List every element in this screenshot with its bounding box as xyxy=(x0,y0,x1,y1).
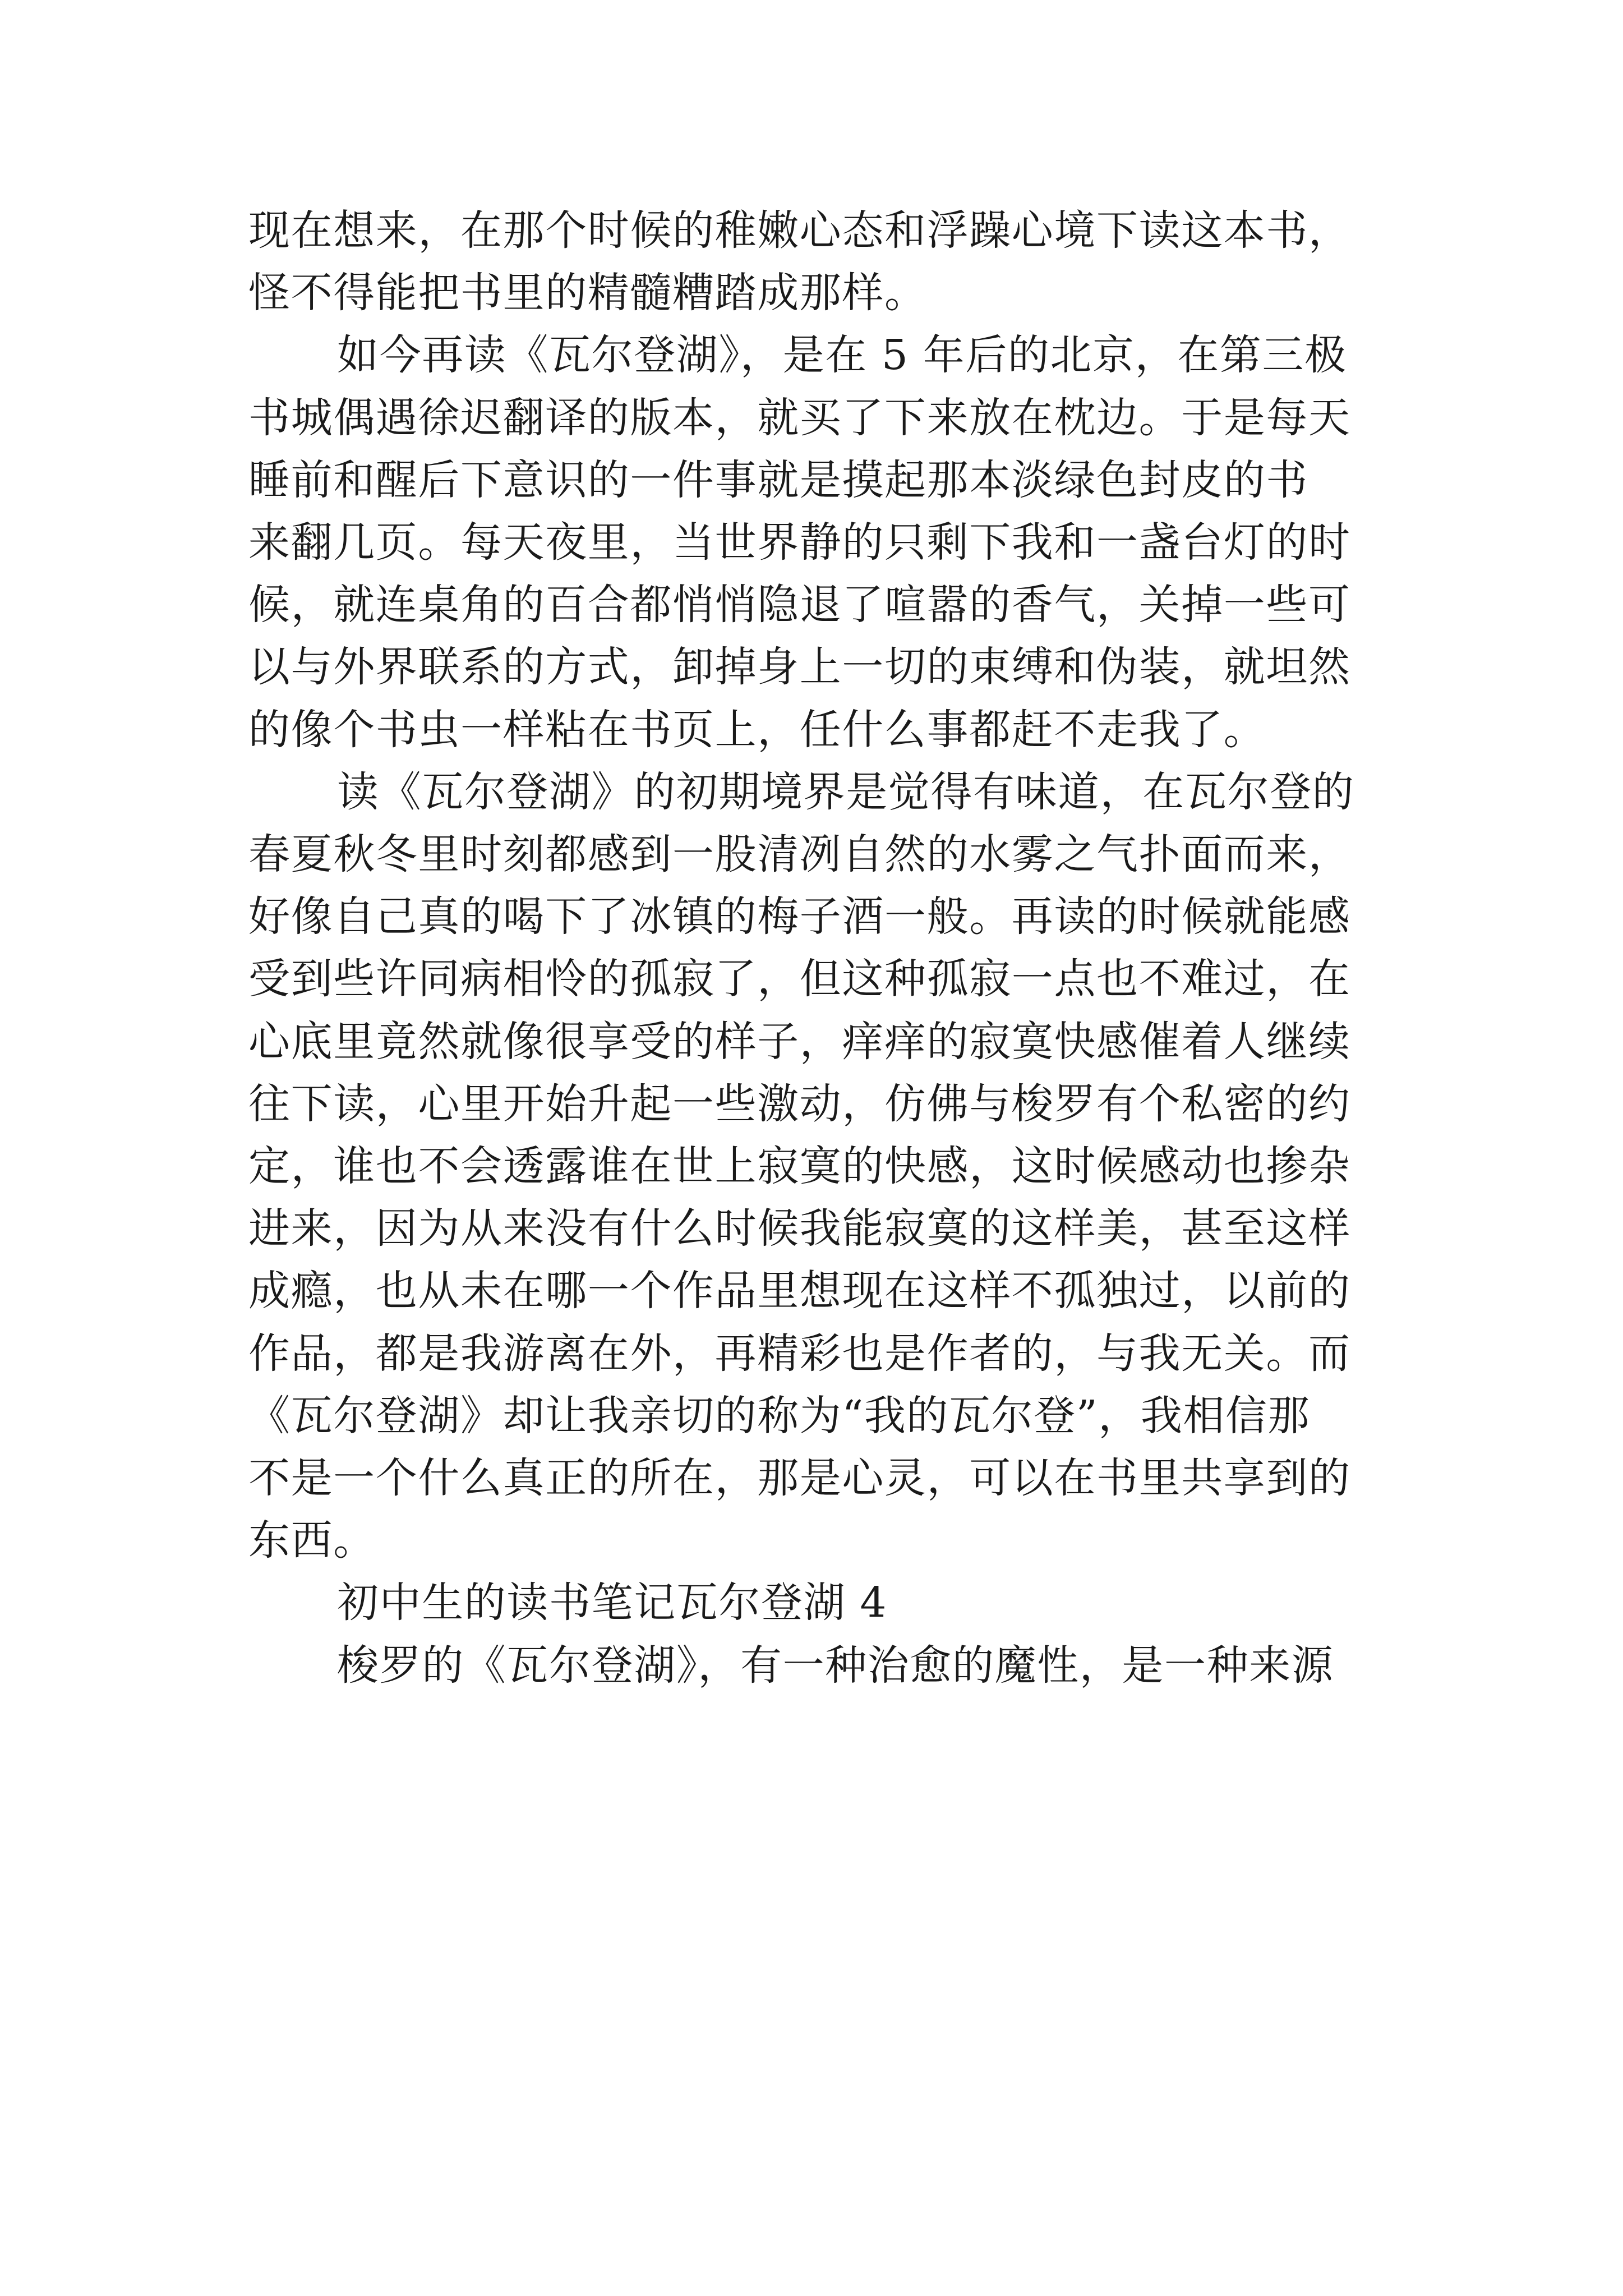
text-line: 进来，因为从来没有什么时候我能寂寞的这样美，甚至这样 xyxy=(248,1204,1351,1253)
text-line: 东西。 xyxy=(248,1516,376,1565)
text-line: 来翻几页。每天夜里，当世界静的只剩下我和一盏台灯的时 xyxy=(248,518,1351,567)
text-line: 作品，都是我游离在外，再精彩也是作者的，与我无关。而 xyxy=(248,1329,1351,1378)
text-line: 现在想来，在那个时候的稚嫩心态和浮躁心境下读这本书， xyxy=(248,206,1351,255)
text-line: 成瘾，也从未在哪一个作品里想现在这样不孤独过，以前的 xyxy=(248,1267,1351,1315)
heading-text: 初中生的读书笔记瓦尔登湖 4 xyxy=(337,1579,888,1627)
text-line: 书城偶遇徐迟翻译的版本，就买了下来放在枕边。于是每天 xyxy=(248,393,1351,442)
text-line: 的像个书虫一样粘在书页上，任什么事都赶不走我了。 xyxy=(248,705,1266,754)
text-line: 读《瓦尔登湖》的初期境界是觉得有味道，在瓦尔登的 xyxy=(337,767,1355,816)
text-line: 好像自己真的喝下了冰镇的梅子酒一般。再读的时候就能感 xyxy=(248,892,1351,941)
paragraph-2 xyxy=(248,324,1376,761)
document-body xyxy=(248,200,1376,1697)
text-line: 往下读，心里开始升起一些激动，仿佛与梭罗有个私密的约 xyxy=(248,1079,1351,1128)
text-line: 定，谁也不会透露谁在世上寂寞的快感，这时候感动也掺杂 xyxy=(248,1142,1351,1191)
text-line: 候，就连桌角的百合都悄悄隐退了喧嚣的香气，关掉一些可 xyxy=(248,581,1351,629)
text-line: 梭罗的《瓦尔登湖》，有一种治愈的魔性，是一种来源 xyxy=(337,1641,1334,1690)
text-line: 《瓦尔登湖》却让我亲切的称为“我的瓦尔登”，我相信那 xyxy=(248,1391,1311,1440)
text-line: 心底里竟然就像很享受的样子，痒痒的寂寞快感催着人继续 xyxy=(248,1017,1351,1066)
text-line: 以与外界联系的方式，卸掉身上一切的束缚和伪装，就坦然 xyxy=(248,643,1351,692)
text-line: 春夏秋冬里时刻都感到一股清冽自然的水雾之气扑面而来， xyxy=(248,830,1351,879)
text-line: 怪不得能把书里的精髓糟踏成那样。 xyxy=(248,269,927,318)
paragraph-3 xyxy=(248,761,1376,1572)
text-line: 如今再读《瓦尔登湖》，是在 5 年后的北京，在第三极 xyxy=(337,331,1347,380)
paragraph-1 xyxy=(248,200,1376,324)
text-line: 不是一个什么真正的所在，那是心灵，可以在书里共享到的 xyxy=(248,1454,1351,1503)
text-line: 睡前和醒后下意识的一件事就是摸起那本淡绿色封皮的书 xyxy=(248,455,1308,504)
text-line: 受到些许同病相怜的孤寂了，但这种孤寂一点也不难过，在 xyxy=(248,955,1351,1004)
section-heading xyxy=(248,1572,1376,1634)
paragraph-4 xyxy=(248,1635,1376,1697)
